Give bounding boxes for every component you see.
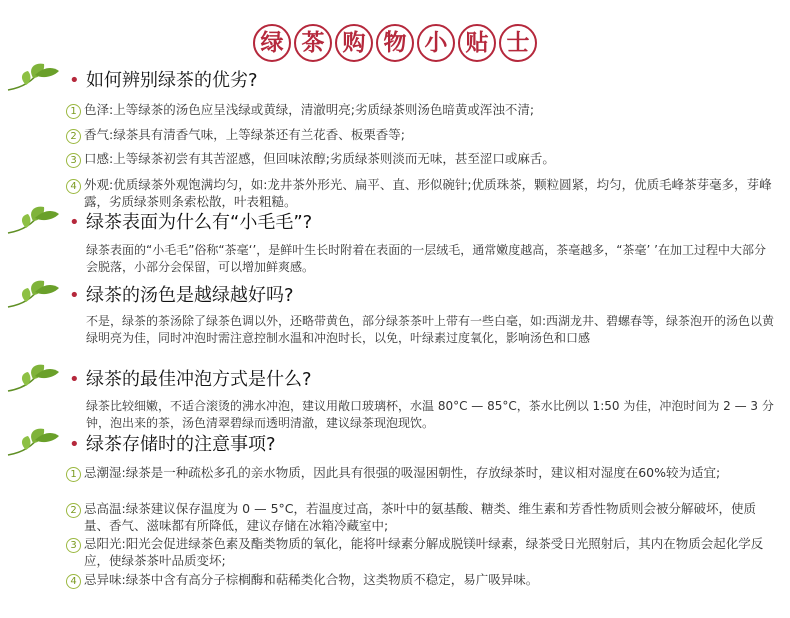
section-text: 不是，绿茶的茶汤除了绿茶色调以外，还略带黄色，部分绿茶茶叶上带有一些白毫，如:西湖龙井、碧螺春等，绿茶泡开的汤色以黄绿明亮为佳，同时冲泡时需注意控制水温和冲泡时长，以免，叶绿素过度氧化，影响汤色和口感 <box>86 314 775 345</box>
list-item: 忌阳光:阳光会促进绿茶色素及酯类物质的氧化，能将叶绿素分解成脱镁叶绿素，绿茶受日光照射后，其内在物质会起化学反应，使绿茶茶叶品质变坏; <box>84 536 764 568</box>
section-title: 绿茶存储时的注意事项? <box>86 434 276 455</box>
section-title: 绿茶的最佳冲泡方式是什么? <box>86 369 312 390</box>
item-number: 2 <box>66 129 81 144</box>
list-item: 口感:上等绿茶初尝有其苦涩感，但回味浓醇;劣质绿茶则淡而无味，甚至涩口或麻舌。 <box>84 151 555 166</box>
list-item: 忌高温:绿茶建议保存温度为 0 — 5°C，若温度过高，茶叶中的氨基酸、糖类、维生素和芳香性物质则会被分解破坏，使质量、香气、滋味都有所降低，建议存储在冰箱冷藏室中; <box>84 501 757 533</box>
tea-leaf-icon <box>6 280 62 310</box>
section-text: 绿茶比较细嫩，不适合滚烫的沸水冲泡，建议用敞口玻璃杯，水温 80°C — 85°C，茶水比例以 1:50 为佳，冲泡时间为 2 — 3 分钟，泡出来的茶，汤色清翠碧绿而透明清澈，建议绿茶现泡现饮。 <box>86 399 774 430</box>
section-title: 如何辨别绿茶的优劣? <box>86 70 258 91</box>
section-title: 绿茶表面为什么有“小毛毛”? <box>86 212 313 233</box>
page-title <box>0 22 790 64</box>
bullet-dot: • <box>69 369 80 390</box>
title-char: 绿 <box>253 24 291 62</box>
tea-leaf-icon <box>6 63 62 93</box>
section-text: 绿茶表面的“小毛毛”俗称“茶毫‘’，是鲜叶生长时附着在表面的一层绒毛，通常嫩度越高，茶毫越多，“茶毫’ ’在加工过程中大部分会脱落，小部分会保留，可以增加鲜爽感。 <box>86 243 766 274</box>
title-char: 小 <box>417 24 455 62</box>
title-char: 物 <box>376 24 414 62</box>
tea-leaf-icon <box>6 428 62 458</box>
list-item: 外观:优质绿茶外观饱满均匀，如:龙井茶外形光、扁平、直、形似碗针;优质珠茶，颗粒圆紧，均匀，优质毛峰茶芽毫多，芽峰露，劣质绿茶则条索松散，叶表粗糙。 <box>84 177 772 209</box>
section-title: 绿茶的汤色是越绿越好吗? <box>86 285 294 306</box>
bullet-dot: • <box>69 285 80 306</box>
list-item: 香气:绿茶具有清香气味，上等绿茶还有兰花香、板栗香等; <box>84 127 405 142</box>
title-char: 士 <box>499 24 537 62</box>
item-number: 3 <box>66 538 81 553</box>
list-item: 忌异味:绿茶中含有高分子棕榈酶和萜稀类化合物，这类物质不稳定，易广吸异味。 <box>84 572 539 587</box>
item-number: 2 <box>66 503 81 518</box>
list-item: 忌潮湿:绿茶是一种疏松多孔的亲水物质，因此具有很强的吸湿困朝性，存放绿茶时，建议相对湿度在60%较为适宜; <box>84 465 721 480</box>
item-number: 1 <box>66 467 81 482</box>
item-number: 4 <box>66 574 81 589</box>
bullet-dot: • <box>69 434 80 455</box>
tea-leaf-icon <box>6 206 62 236</box>
list-item: 色泽:上等绿茶的汤色应呈浅绿或黄绿，清澈明亮;劣质绿茶则汤色暗黄或浑浊不清; <box>84 102 535 117</box>
item-number: 1 <box>66 104 81 119</box>
item-number: 4 <box>66 179 81 194</box>
title-char: 贴 <box>458 24 496 62</box>
bullet-dot: • <box>69 212 80 233</box>
bullet-dot: • <box>69 70 80 91</box>
tea-leaf-icon <box>6 364 62 394</box>
title-char: 茶 <box>294 24 332 62</box>
title-char: 购 <box>335 24 373 62</box>
item-number: 3 <box>66 153 81 168</box>
